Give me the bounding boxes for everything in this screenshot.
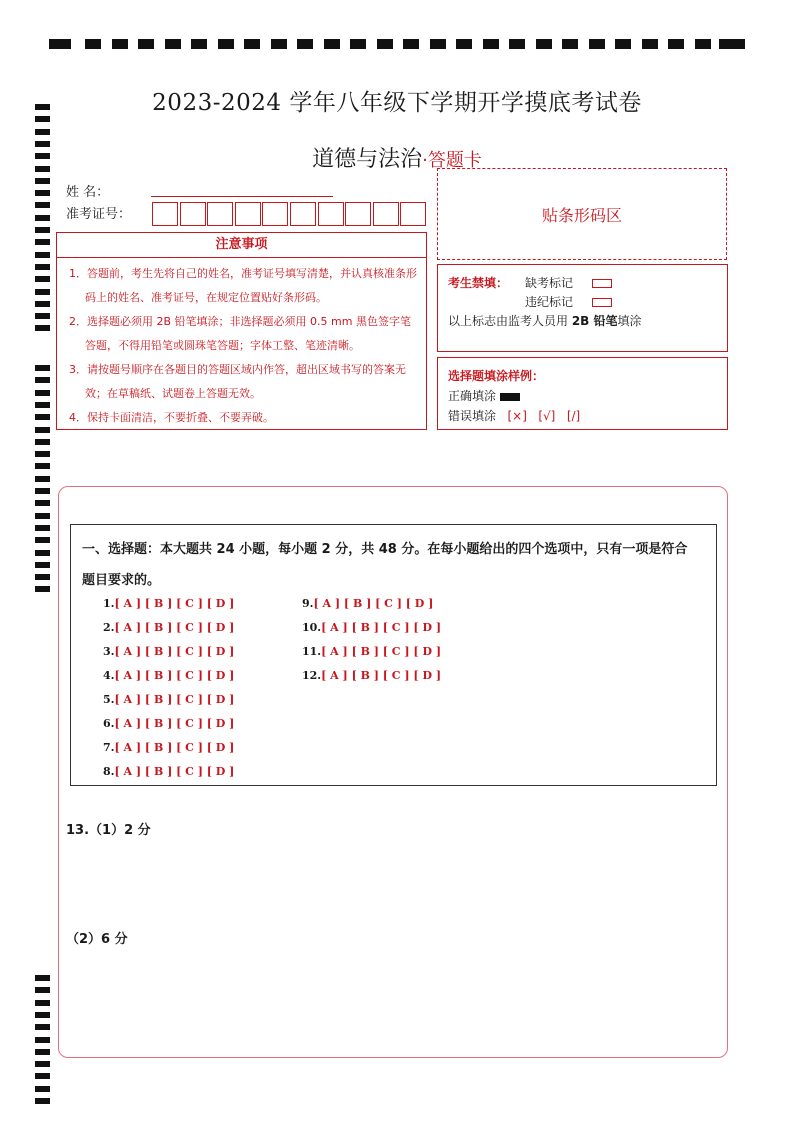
choice-question-row[interactable] (302, 597, 433, 610)
answer-options[interactable]: [ A ] [ B ] [ C ] [ D ] (114, 645, 235, 658)
timing-mark (430, 39, 446, 49)
timing-mark (350, 39, 366, 49)
timing-mark (35, 537, 50, 543)
question-number: 5. (103, 693, 115, 706)
question-number: 2. (103, 621, 115, 634)
filled-sample (500, 393, 520, 401)
id-digit-box[interactable] (345, 202, 371, 226)
id-label: 准考证号： (66, 207, 132, 222)
notice-panel (56, 232, 427, 430)
timing-mark (35, 1086, 50, 1092)
timing-mark (536, 39, 552, 49)
timing-mark (35, 427, 50, 433)
timing-mark (35, 975, 50, 981)
timing-mark (35, 301, 50, 307)
answer-options[interactable]: [ A ] [ B ] [ C ] [ D ] (114, 597, 235, 610)
question-number: 8. (103, 765, 115, 778)
answer-options[interactable]: [ A ] [ B ] [ C ] [ D ] (114, 741, 235, 754)
id-number-boxes[interactable] (152, 202, 428, 226)
timing-mark (35, 1049, 50, 1055)
id-digit-box[interactable] (262, 202, 288, 226)
id-digit-box[interactable] (290, 202, 316, 226)
question-number: 11. (302, 645, 322, 658)
forbidden-panel (437, 264, 728, 352)
notice-title: 注意事项 (57, 233, 426, 258)
choice-question-row[interactable] (103, 717, 234, 730)
timing-mark (719, 39, 745, 49)
correct-label: 正确填涂 (448, 389, 497, 403)
violation-row (525, 293, 612, 310)
exam-title: 2023-2024 学年八年级下学期开学摸底考试卷 (152, 90, 642, 116)
choice-question-row[interactable] (302, 645, 441, 658)
name-label: 姓 名： (66, 185, 110, 200)
choice-question-row[interactable] (103, 669, 234, 682)
timing-mark (35, 402, 50, 408)
timing-mark (297, 39, 313, 49)
timing-mark (35, 414, 50, 420)
timing-mark (35, 1000, 50, 1006)
id-digit-box[interactable] (318, 202, 344, 226)
timing-mark (35, 987, 50, 993)
correct-row (448, 387, 520, 404)
timing-mark (138, 39, 154, 49)
answer-options[interactable]: [ A ] [ B ] [ C ] [ D ] (321, 669, 442, 682)
choice-question-row[interactable] (103, 597, 234, 610)
timing-mark (35, 500, 50, 506)
q13-part1: 13.（1）2 分 (66, 823, 151, 838)
timing-mark (35, 365, 50, 371)
choice-question-row[interactable] (302, 669, 441, 682)
choice-question-row[interactable] (103, 765, 234, 778)
id-digit-box[interactable] (373, 202, 399, 226)
barcode-area (437, 168, 727, 260)
choice-description-line2: 题目要求的。 (82, 573, 161, 588)
forbidden-note (448, 312, 642, 329)
timing-mark (35, 276, 50, 282)
timing-mark (218, 39, 234, 49)
wrong-mark: [√] (538, 409, 556, 423)
timing-mark (35, 116, 50, 122)
timing-mark (562, 39, 578, 49)
timing-mark (35, 390, 50, 396)
question-number: 4. (103, 669, 115, 682)
timing-mark (35, 325, 50, 331)
timing-mark (35, 451, 50, 457)
question-number: 10. (302, 621, 322, 634)
timing-mark (35, 463, 50, 469)
question-number: 9. (302, 597, 314, 610)
timing-mark (35, 178, 50, 184)
choice-question-row[interactable] (103, 741, 234, 754)
absent-label: 缺考标记 (525, 276, 574, 290)
wrong-mark: [/] (566, 409, 581, 423)
top-timing-marks (49, 39, 745, 51)
id-digit-box[interactable] (180, 202, 206, 226)
timing-mark (35, 1012, 50, 1018)
timing-mark (483, 39, 499, 49)
answer-options[interactable]: [ A ] [ B ] [ C ] [ D ] (114, 717, 235, 730)
notice-item: 1．答题前，考生先将自己的姓名，准考证号填写清楚，并认真核准条形码上的姓名、准考证号，在规定位置贴好条形码。 (69, 267, 417, 304)
timing-mark (35, 1073, 50, 1079)
choice-description-line1: 一、选择题：本大题共 24 小题，每小题 2 分，共 48 分。在每小题给出的四个选项中，只有一项是符合 (82, 542, 688, 557)
q13-part2: （2）6 分 (66, 932, 128, 947)
sample-title-text: 选择题填涂样例： (448, 369, 545, 383)
wrong-label: 错误填涂 (448, 409, 497, 423)
timing-mark (642, 39, 658, 49)
answer-options[interactable]: [ A ] [ B ] [ C ] [ D ] (114, 765, 235, 778)
notice-item: 4．保持卡面清洁，不要折叠、不要弄破。 (69, 411, 274, 424)
timing-mark (615, 39, 631, 49)
timing-mark (49, 39, 71, 49)
question-number: 6. (103, 717, 115, 730)
question-number: 7. (103, 741, 115, 754)
choice-question-row[interactable] (103, 621, 234, 634)
timing-mark (35, 513, 50, 519)
timing-mark (112, 39, 128, 49)
sample-title (448, 367, 544, 384)
id-digit-box[interactable] (207, 202, 233, 226)
notice-list (57, 258, 426, 430)
timing-mark (35, 1098, 50, 1104)
timing-mark (35, 476, 50, 482)
answer-options[interactable]: [ A ] [ B ] [ C ] [ D ] (321, 621, 442, 634)
timing-mark (35, 525, 50, 531)
wrong-row (448, 407, 580, 424)
timing-mark (377, 39, 393, 49)
timing-mark (35, 574, 50, 580)
choice-question-row[interactable] (103, 645, 234, 658)
timing-mark (35, 562, 50, 568)
note-prefix: 以上标志由监考人员用 (448, 314, 572, 328)
timing-mark (35, 1061, 50, 1067)
absent-row (525, 274, 612, 291)
absent-mark-box[interactable] (592, 279, 612, 288)
timing-mark (35, 190, 50, 196)
timing-mark (35, 1024, 50, 1030)
timing-mark (35, 550, 50, 556)
timing-mark (509, 39, 525, 49)
timing-mark (85, 39, 101, 49)
id-digit-box[interactable] (235, 202, 261, 226)
timing-mark (35, 313, 50, 319)
answer-options[interactable]: [ A ] [ B ] [ C ] [ D ] (114, 621, 235, 634)
answer-options[interactable]: [ A ] [ B ] [ C ] [ D ] (313, 597, 434, 610)
barcode-label: 贴条形码区 (541, 205, 622, 225)
note-suffix: 填涂 (617, 314, 642, 328)
card-label: ·答题卡 (422, 150, 482, 171)
answer-options[interactable]: [ A ] [ B ] [ C ] [ D ] (114, 693, 235, 706)
violation-mark-box[interactable] (592, 298, 612, 307)
choice-question-row[interactable] (103, 693, 234, 706)
violation-label: 违纪标记 (525, 295, 574, 309)
timing-mark (668, 39, 684, 49)
id-digit-box[interactable] (152, 202, 178, 226)
timing-mark (324, 39, 340, 49)
note-bold: 2B 铅笔 (571, 314, 618, 328)
timing-mark (35, 239, 50, 245)
answer-options[interactable]: [ A ] [ B ] [ C ] [ D ] (321, 645, 442, 658)
question-number: 1. (103, 597, 115, 610)
timing-mark (35, 264, 50, 270)
choice-question-row[interactable] (302, 621, 441, 634)
answer-options[interactable]: [ A ] [ B ] [ C ] [ D ] (114, 669, 235, 682)
timing-mark (191, 39, 207, 49)
name-field[interactable] (151, 196, 333, 197)
timing-mark (35, 215, 50, 221)
notice-item: 2．选择题必须用 2B 铅笔填涂；非选择题必须用 0.5 mm 黑色签字笔答题，不得用铅笔或圆珠笔答题；字体工整、笔迹清晰。 (69, 315, 411, 352)
notice-item: 3．请按题号顺序在各题目的答题区域内作答，超出区域书写的答案无效；在草稿纸、试题卷上答题无效。 (69, 363, 406, 400)
timing-mark (165, 39, 181, 49)
timing-mark (35, 377, 50, 383)
timing-mark (456, 39, 472, 49)
timing-mark (589, 39, 605, 49)
timing-mark (35, 439, 50, 445)
wrong-mark: [×] (507, 409, 527, 423)
timing-mark (695, 39, 711, 49)
timing-mark (403, 39, 419, 49)
subject-name: 道德与法治 (312, 147, 423, 172)
timing-mark (35, 289, 50, 295)
timing-mark (35, 586, 50, 592)
timing-mark (35, 202, 50, 208)
sample-panel (437, 357, 728, 430)
question-number: 12. (302, 669, 322, 682)
timing-mark (271, 39, 287, 49)
timing-mark (35, 488, 50, 494)
question-number: 3. (103, 645, 115, 658)
timing-mark (35, 252, 50, 258)
timing-mark (35, 1037, 50, 1043)
timing-mark (244, 39, 260, 49)
forbidden-title: 考生禁填： (448, 276, 509, 290)
timing-mark (35, 129, 50, 135)
id-digit-box[interactable] (400, 202, 426, 226)
timing-mark (35, 227, 50, 233)
